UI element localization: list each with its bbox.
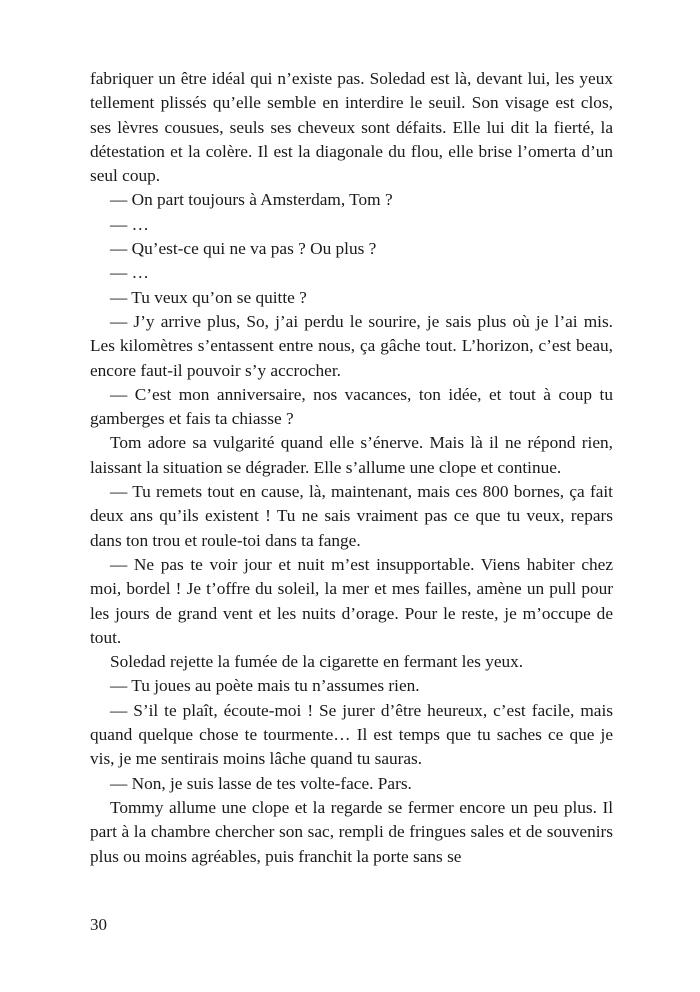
- dialogue-line: — Tu veux qu’on se quitte ?: [110, 287, 307, 307]
- dialogue-line: — S’il te plaît, écoute-moi ! Se jurer d’être heureux, c’est facile, mais quand quelque chose te tourmente… Il est temps que tu saches ce que je vis, je me sentirais moins lâche quand tu sauras.: [90, 700, 613, 769]
- paragraph: Tommy allume une clope et la regarde se fermer encore un peu plus. Il part à la chambre chercher son sac, rempli de fringues sales et de souvenirs plus ou moins agréables, puis franchit la porte sans se: [90, 797, 613, 866]
- dialogue-line: — J’y arrive plus, So, j’ai perdu le sourire, je sais plus où je l’ai mis. Les kilomètres s’entassent entre nous, ça gâche tout. L’horizon, c’est beau, encore faut-il pouvoir s’y accrocher.: [90, 311, 613, 380]
- body-text: [90, 67, 613, 869]
- dialogue-line: — Non, je suis lasse de tes volte-face. Pars.: [110, 773, 412, 793]
- dialogue-line: — Qu’est-ce qui ne va pas ? Ou plus ?: [110, 239, 377, 259]
- page-number: 30: [90, 915, 107, 934]
- paragraph: Soledad rejette la fumée de la cigarette en fermant les yeux.: [110, 652, 524, 672]
- dialogue-line: — Tu joues au poète mais tu n’assumes rien.: [110, 676, 420, 696]
- dialogue-line: — …: [110, 263, 149, 283]
- paragraph: fabriquer un être idéal qui n’existe pas. Soledad est là, devant lui, les yeux tellement plissés qu’elle semble en interdire le seuil. Son visage est clos, ses lèvres cousues, seuls ses cheveux sont défaits. Elle lui dit la fierté, la détestation et la colère. Il est la diagonale du flou, elle brise l’omerta d’un seul coup.: [90, 69, 613, 186]
- book-page: [90, 0, 613, 992]
- dialogue-line: — Tu remets tout en cause, là, maintenant, mais ces 800 bornes, ça fait deux ans qu’ils existent ! Tu ne sais vraiment pas ce que tu veux, repars dans ton trou et roule-toi dans ta fange.: [90, 482, 613, 550]
- dialogue-line: — On part toujours à Amsterdam, Tom ?: [110, 190, 393, 210]
- dialogue-line: — …: [110, 214, 149, 234]
- dialogue-line: — Ne pas te voir jour et nuit m’est insupportable. Viens habiter chez moi, bordel ! Je t’offre du soleil, la mer et mes failles, amène un pull pour les jours de grand vent et les nuits d’orage. Pour le reste, je m’occupe de tout.: [90, 554, 613, 647]
- dialogue-line: — C’est mon anniversaire, nos vacances, ton idée, et tout à coup tu gamberges et fais ta chiasse ?: [90, 384, 613, 429]
- paragraph: Tom adore sa vulgarité quand elle s’énerve. Mais là il ne répond rien, laissant la situation se dégrader. Elle s’allume une clope et continue.: [90, 433, 613, 477]
